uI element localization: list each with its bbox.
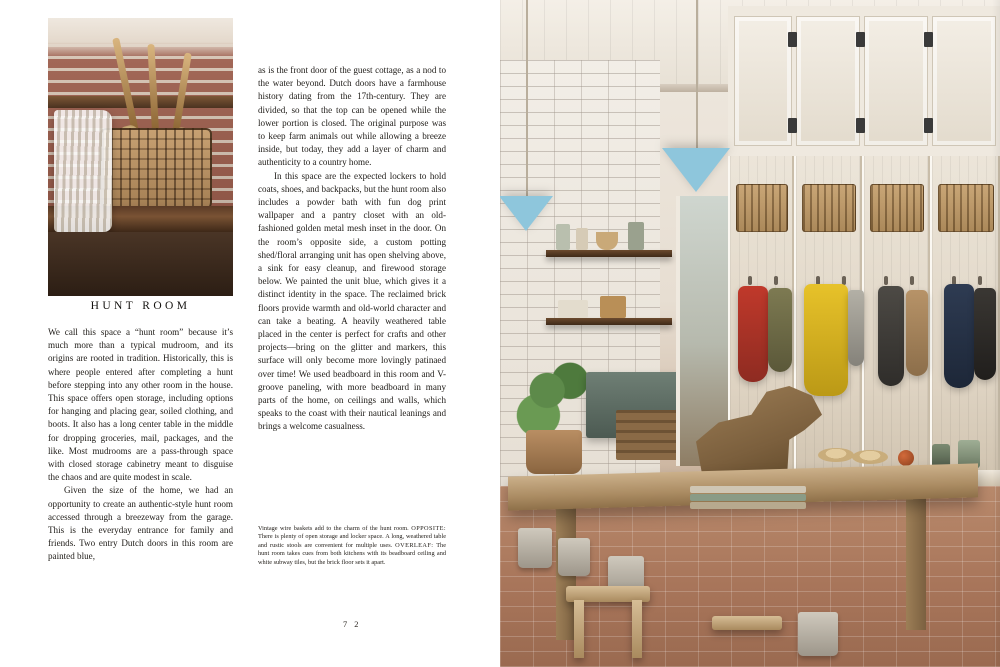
terracotta-pot bbox=[526, 430, 582, 474]
shelf-plate-stack bbox=[558, 300, 588, 318]
left-text-column bbox=[48, 300, 233, 564]
right-page-photograph bbox=[500, 0, 1000, 667]
straw-hat-2 bbox=[852, 450, 888, 464]
coat-yellow bbox=[804, 284, 848, 396]
hunt-room-basket-photo bbox=[48, 18, 233, 296]
coat-hook-6 bbox=[910, 276, 914, 285]
coat-grey bbox=[848, 290, 864, 366]
book-3 bbox=[690, 502, 806, 509]
open-shelf-upper bbox=[546, 250, 672, 257]
caption-line-1: Vintage wire baskets add to the charm of the hunt room. bbox=[258, 525, 409, 532]
caption-label-opposite: OPPOSITE: bbox=[411, 525, 447, 532]
coat-navy bbox=[944, 284, 974, 388]
coat-red bbox=[738, 286, 768, 382]
cabinet-hinge-5 bbox=[924, 32, 933, 47]
pendant-cord-right bbox=[696, 0, 698, 148]
pendant-cord-left bbox=[526, 0, 528, 196]
coat-olive bbox=[768, 288, 792, 372]
cabinet-door-4 bbox=[932, 16, 996, 146]
table-leg-right bbox=[906, 498, 926, 630]
shelf-canister bbox=[628, 222, 644, 250]
woven-basket-2 bbox=[802, 184, 856, 232]
book-1 bbox=[690, 486, 806, 493]
rustic-stool-1-leg-left bbox=[574, 600, 584, 658]
straw-hat-1 bbox=[818, 448, 854, 462]
caption-line-3: The hunt room takes cues from both kitchens with its beadboard ceiling and white subway tiles, but the brick floor sets it apart. bbox=[258, 541, 446, 566]
pendant-light-blue-cone-large bbox=[662, 148, 730, 192]
caption-label-overleaf: OVERLEAF: bbox=[395, 541, 434, 549]
rustic-stool-2 bbox=[712, 616, 782, 630]
coat-hook-1 bbox=[748, 276, 752, 285]
right-paragraph-1: as is the front door of the guest cottage, as a nod to the water beyond. Dutch doors have a farmhouse history dating from the 17th-century. They are divided, so that the top can be opened while the lower portion is closed. The original purpose was to keep farm animals out while allowing a breeze inside, but today, they add a layer of charm and authenticity to a country home. bbox=[258, 65, 446, 168]
cabinet-hinge-3 bbox=[856, 32, 865, 47]
coat-hook-2 bbox=[774, 276, 778, 285]
woven-basket-1 bbox=[736, 184, 788, 232]
left-paragraph-1: We call this space a “hunt room” because it’s much more than a typical mudroom, and its origins are rooted in tradition. Historically, this is where people entered after completing a hunt before stepping into any other room in the house. This space offers open storage, including options for hanging and placing gear, soiled clothing, and boots. It also has a long center table in the middle for dropping groceries, mail, packages, and the like. Most mudrooms are a pass-through space with closed storage cabinetry meant to disguise the chaos and are quite modest in scale. bbox=[48, 327, 233, 483]
book-2 bbox=[690, 494, 806, 501]
open-shelf-lower bbox=[546, 318, 672, 325]
galvanized-bucket-1 bbox=[518, 528, 552, 568]
shelf-jar-1 bbox=[556, 224, 570, 250]
left-paragraph-2: Given the size of the home, we had an opportunity to create an authentic-style hunt room accessed through a breezeway from the garage. This is the everyday entrance for family and friends. Two entry Dutch doors in this room are painted blue, bbox=[48, 485, 233, 562]
cabinet-hinge-6 bbox=[924, 118, 933, 133]
cabinet-door-1 bbox=[734, 16, 792, 146]
shelf-bowl bbox=[596, 232, 618, 250]
coat-charcoal bbox=[878, 286, 904, 386]
striped-linen-cloth bbox=[54, 110, 112, 232]
photo-foreground-shadow bbox=[48, 232, 233, 296]
galvanized-bucket-2 bbox=[558, 538, 590, 576]
page-title: HUNT ROOM bbox=[90, 300, 191, 312]
wire-basket bbox=[100, 128, 212, 212]
rustic-stool-1-leg-right bbox=[632, 600, 642, 658]
right-paragraph-2: In this space are the expected lockers to hold coats, shoes, and backpacks, but the hunt room also includes a powder bath with fun dog print wallpaper and a pantry closet with an old-fashioned golden metal mesh inset in the door. On the room’s opposite side, a custom potting shed/floral arranging unit has open shelving above, a sink for easy cleanup, and firewood storage below. We painted the unit blue, which gives it a distinct identity in the space. The reclaimed brick floors provide warmth and old-world character and can take a beating. A heavily weathered table placed in the center is perfect for crafts and other projects—bring on the glitter and markers, this surface will only become more lovingly patinaed over time! We used beadboard in this room and V-groove paneling, with more beadboard in many parts of the home, on ceilings and walls, which speaks to the coast with their nautical leanings and brings a welcome casualness. bbox=[258, 170, 446, 432]
stacked-books bbox=[690, 486, 806, 512]
cabinet-hinge-4 bbox=[856, 118, 865, 133]
pendant-light-blue-cone-small bbox=[500, 196, 553, 231]
right-text-column bbox=[258, 64, 446, 434]
coat-tan bbox=[906, 290, 928, 376]
upper-cabinets-cream bbox=[728, 6, 1000, 159]
wood-rail bbox=[48, 96, 233, 108]
shelf-basket-small bbox=[600, 296, 626, 318]
coat-hook-5 bbox=[884, 276, 888, 285]
woven-basket-4 bbox=[938, 184, 994, 232]
sports-ball bbox=[898, 450, 914, 466]
cabinet-door-3 bbox=[864, 16, 928, 146]
coat-hook-8 bbox=[978, 276, 982, 285]
cabinet-door-2 bbox=[796, 16, 860, 146]
photo-caption bbox=[258, 525, 446, 567]
cabinet-hinge-2 bbox=[788, 118, 797, 133]
coat-black bbox=[974, 288, 996, 380]
woven-basket-3 bbox=[870, 184, 924, 232]
galvanized-bucket-4 bbox=[798, 612, 838, 656]
wall-highlight bbox=[48, 18, 233, 58]
cabinet-hinge-1 bbox=[788, 32, 797, 47]
shelf-jar-2 bbox=[576, 228, 588, 250]
caption-line-2: There is plenty of open storage and locker space. A long, weathered table and rustic stools are convenient for multiple uses. bbox=[258, 533, 446, 549]
page-folio: 7 2 bbox=[343, 620, 361, 629]
